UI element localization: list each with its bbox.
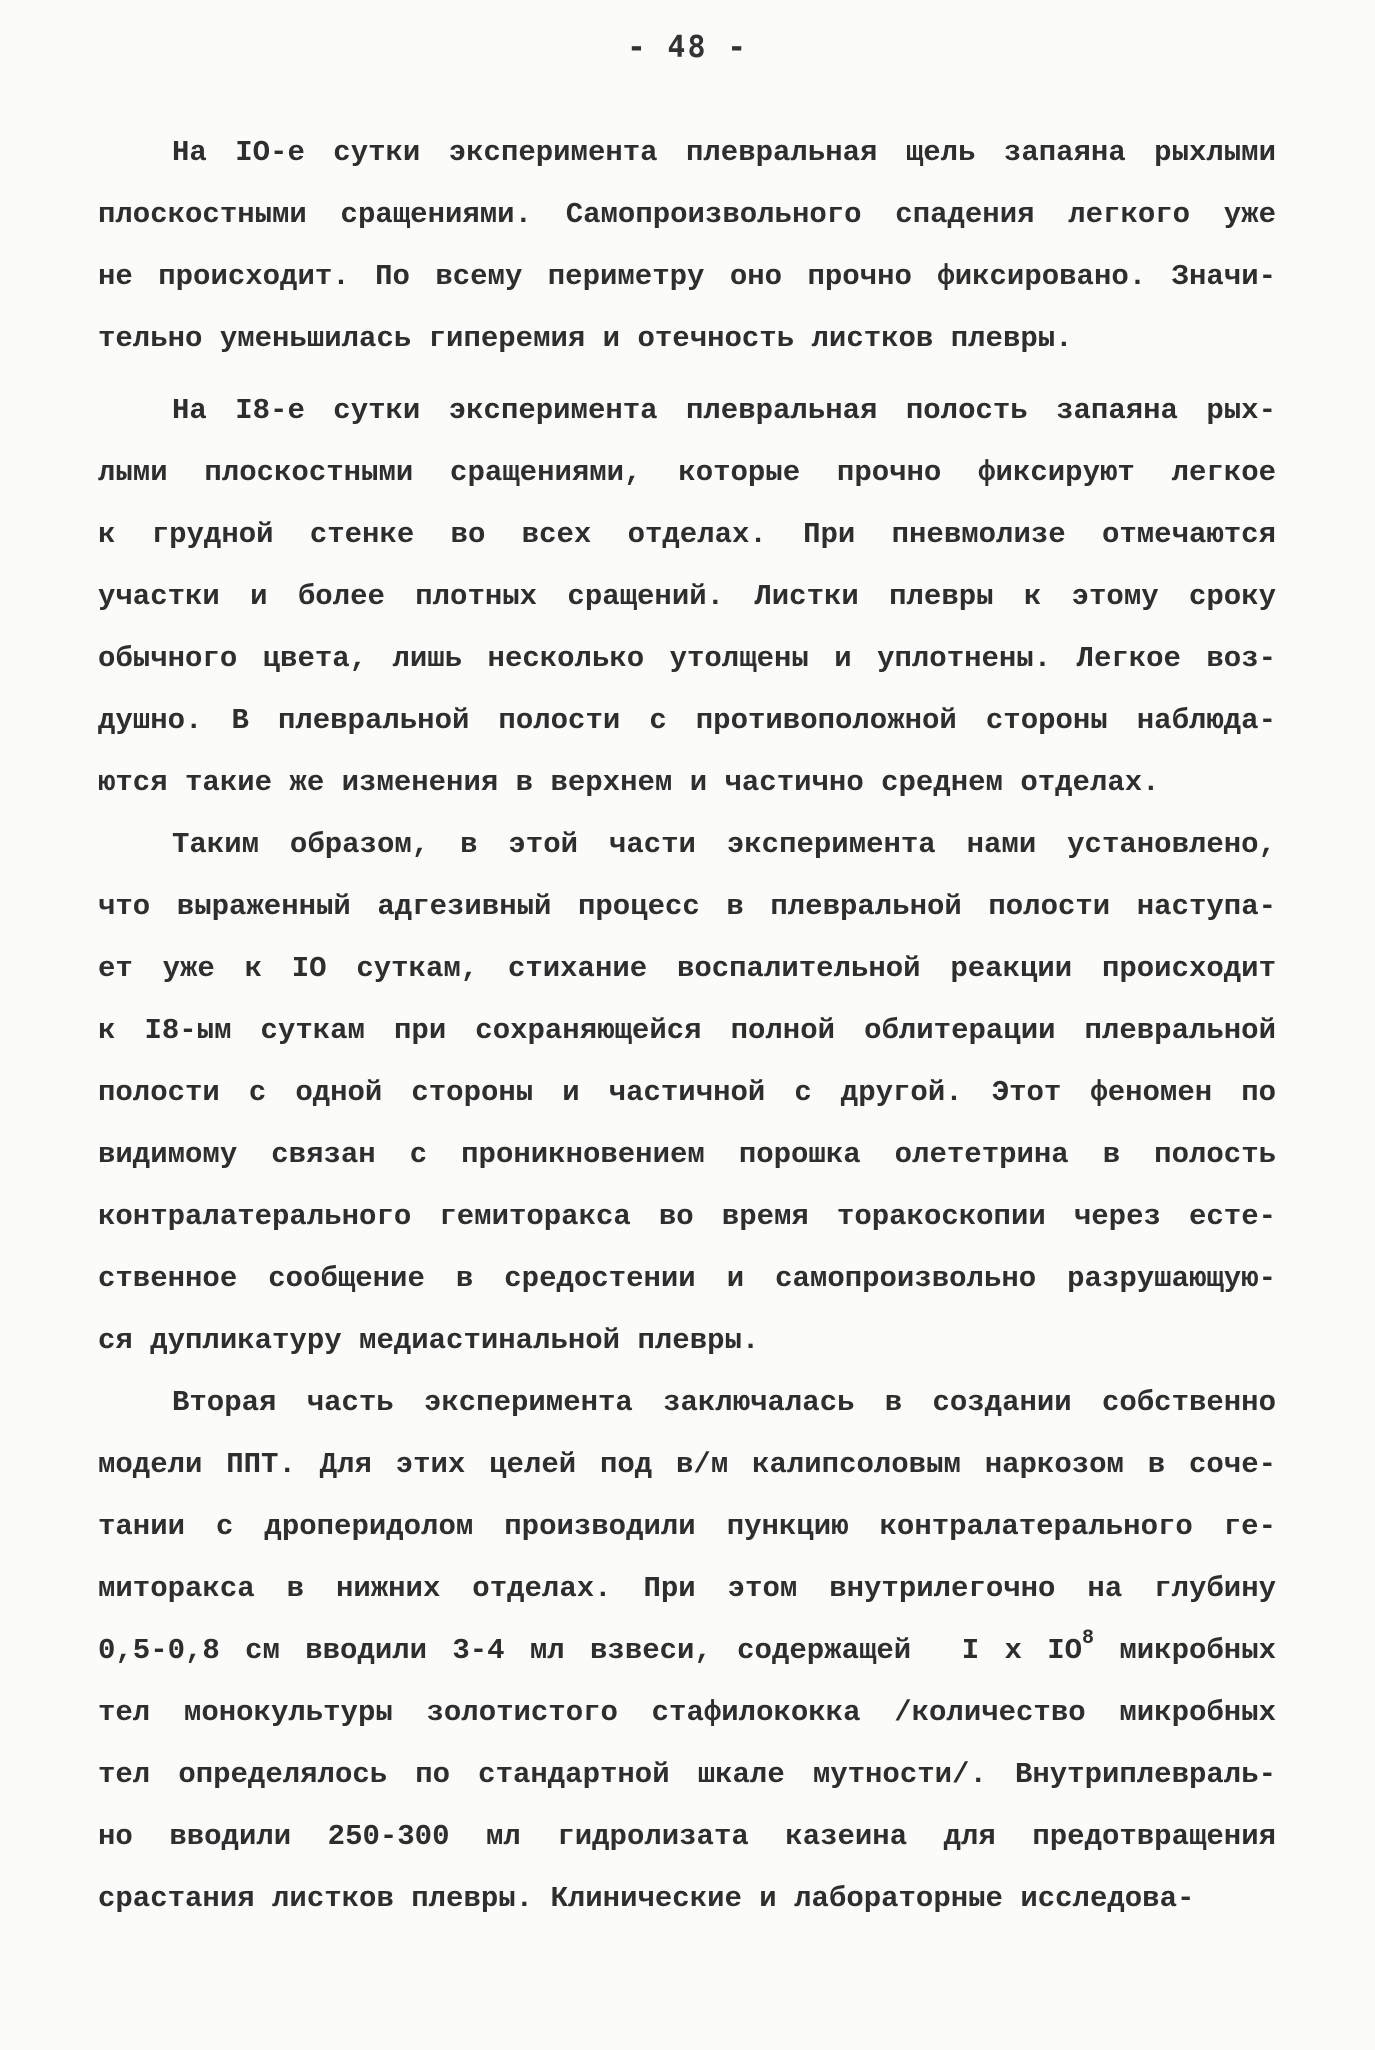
text-segment: микробных (1094, 1634, 1276, 1667)
text-line: модели ППТ. Для этих целей под в/м калипсоловым наркозом в соче- (98, 1448, 1276, 1481)
text-line: тел определялось по стандартной шкале мутности/. Внутриплевраль- (98, 1758, 1276, 1791)
text-line: но вводили 250-300 мл гидролизата казеина для предотвращения (98, 1820, 1276, 1853)
text-line: обычного цвета, лишь несколько утолщены и уплотнены. Легкое воз- (98, 642, 1276, 675)
text-line: На I8-е сутки эксперимента плевральная полость запаяна рых- (172, 394, 1276, 427)
text-line: Таким образом, в этой части эксперимента нами установлено, (172, 828, 1276, 861)
text-line: Вторая часть эксперимента заключалась в создании собственно (172, 1386, 1276, 1419)
text-line: тельно уменьшилась гиперемия и отечность листков плевры. (98, 322, 1073, 355)
text-line: душно. В плевральной полости с противоположной стороны наблюда- (98, 704, 1276, 737)
text-line: полости с одной стороны и частичной с другой. Этот феномен по (98, 1076, 1276, 1109)
text-line: ственное сообщение в средостении и самопроизвольно разрушающую- (98, 1262, 1276, 1295)
text-line-with-exponent (98, 1620, 1276, 1682)
text-segment: 0,5-0,8 см вводили 3-4 мл взвеси, содержащей I x IO (98, 1634, 1083, 1667)
text-line: что выраженный адгезивный процесс в плевральной полости наступа- (98, 890, 1276, 923)
exponent: 8 (1082, 1627, 1095, 1651)
text-line: контралатерального гемиторакса во время торакоскопии через есте- (98, 1200, 1276, 1233)
text-line: На IO-е сутки эксперимента плевральная щель запаяна рыхлыми (172, 136, 1276, 169)
paragraph-3 (98, 814, 1276, 1372)
page-number: - 48 - (627, 30, 748, 65)
text-line: срастания листков плевры. Клинические и лабораторные исследова- (98, 1882, 1195, 1915)
text-line: ются такие же изменения в верхнем и частично среднем отделах. (98, 766, 1160, 799)
text-line: к грудной стенке во всех отделах. При пневмолизе отмечаются (98, 518, 1276, 551)
document-body (98, 122, 1276, 1930)
text-line: к I8-ым суткам при сохраняющейся полной облитерации плевральной (98, 1014, 1276, 1047)
text-line: плоскостными сращениями. Самопроизвольного спадения легкого уже (98, 198, 1276, 231)
text-line: лыми плоскостными сращениями, которые прочно фиксируют легкое (98, 456, 1276, 489)
text-line: ся дупликатуру медиастинальной плевры. (98, 1324, 760, 1357)
text-line: тел монокультуры золотистого стафилококка /количество микробных (98, 1696, 1276, 1729)
text-line: участки и более плотных сращений. Листки плевры к этому сроку (98, 580, 1276, 613)
text-line: видимому связан с проникновением порошка олететрина в полость (98, 1138, 1276, 1171)
text-line: не происходит. По всему периметру оно прочно фиксировано. Значи- (98, 260, 1276, 293)
text-line: тании с дроперидолом производили пункцию контралатерального ге- (98, 1510, 1276, 1543)
paragraph-1 (98, 122, 1276, 370)
paragraph-4 (98, 1372, 1276, 1930)
text-line: ет уже к IO суткам, стихание воспалительной реакции происходит (98, 952, 1276, 985)
paragraph-2 (98, 380, 1276, 814)
text-line: миторакса в нижних отделах. При этом внутрилегочно на глубину (98, 1572, 1276, 1605)
